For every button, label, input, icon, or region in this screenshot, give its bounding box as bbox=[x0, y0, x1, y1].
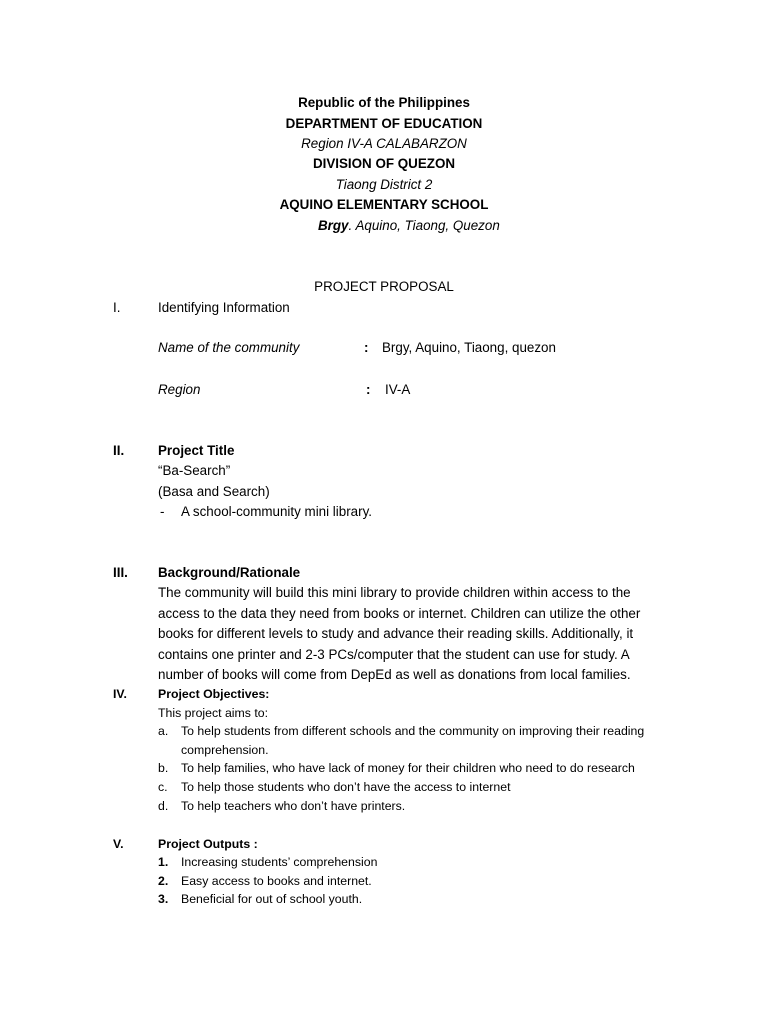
output-marker: 1. bbox=[158, 855, 169, 869]
rationale-line: The community will build this mini library to provide children within access to the bbox=[158, 585, 631, 600]
field-region-colon: : bbox=[366, 382, 371, 397]
header-school: AQUINO ELEMENTARY SCHOOL bbox=[279, 197, 489, 212]
objective-text: comprehension. bbox=[181, 743, 269, 757]
header-republic: Republic of the Philippines bbox=[298, 95, 470, 110]
output-text: Easy access to books and internet. bbox=[181, 874, 372, 888]
field-community-label: Name of the community bbox=[158, 340, 300, 355]
rationale-line: books for different levels to study and advance their reading skills. Additionally, it bbox=[158, 626, 634, 642]
rationale-paragraph bbox=[158, 583, 668, 686]
section2-heading: Project Title bbox=[158, 443, 235, 458]
output-marker: 2. bbox=[158, 874, 169, 888]
objective-text: To help students from different schools and the community on improving their reading bbox=[181, 724, 645, 738]
field-region-label: Region bbox=[158, 382, 201, 397]
rationale-line: contains one printer and 2-3 PCs/computer that the student can use for study. A bbox=[158, 646, 630, 662]
section1-heading: Identifying Information bbox=[158, 300, 290, 315]
header-division: DIVISION OF QUEZON bbox=[312, 156, 456, 171]
objective-marker: d. bbox=[158, 799, 169, 813]
document-title: PROJECT PROPOSAL bbox=[314, 279, 454, 294]
address-bold: Brgy bbox=[318, 218, 349, 233]
rationale-line: number of books will come from DepEd as well as donations from local families. bbox=[158, 667, 631, 683]
address-rest: . Aquino, Tiaong, Quezon bbox=[348, 218, 500, 233]
project-title-subtitle: (Basa and Search) bbox=[158, 484, 270, 499]
objective-marker: c. bbox=[158, 780, 168, 794]
objective-marker: a. bbox=[158, 724, 169, 738]
objectives-intro: This project aims to: bbox=[158, 706, 269, 720]
header-district: Tiaong District 2 bbox=[335, 177, 433, 192]
objective-marker: b. bbox=[158, 761, 169, 775]
section2-numeral: II. bbox=[113, 443, 125, 458]
output-text: Increasing students’ comprehension bbox=[181, 855, 378, 869]
bullet-text: A school-community mini library. bbox=[181, 504, 372, 519]
field-community-value: Brgy, Aquino, Tiaong, quezon bbox=[382, 340, 556, 355]
bullet-dash: - bbox=[160, 504, 165, 519]
section4-heading: Project Objectives: bbox=[158, 687, 270, 701]
section3-heading: Background/Rationale bbox=[158, 565, 301, 580]
field-community-colon: : bbox=[364, 340, 369, 355]
section4-numeral: IV. bbox=[113, 687, 127, 701]
rationale-line: access to the data they need from books or internet. Children can utilize the other bbox=[158, 605, 641, 621]
section5-numeral: V. bbox=[113, 837, 124, 851]
field-region-value: IV-A bbox=[385, 382, 411, 397]
objective-text: To help teachers who don’t have printers. bbox=[181, 799, 406, 813]
section3-numeral: III. bbox=[113, 565, 128, 580]
project-title-name: “Ba-Search” bbox=[158, 463, 231, 478]
section1-numeral: I. bbox=[113, 300, 121, 315]
output-text: Beneficial for out of school youth. bbox=[181, 892, 363, 906]
objective-text: To help those students who don’t have the access to internet bbox=[181, 780, 511, 794]
header-address bbox=[318, 218, 500, 233]
header-department: DEPARTMENT OF EDUCATION bbox=[285, 116, 483, 131]
section5-heading: Project Outputs : bbox=[158, 837, 258, 851]
objective-text: To help families, who have lack of money for their children who need to do research bbox=[181, 761, 635, 775]
output-marker: 3. bbox=[158, 892, 169, 906]
header-region: Region IV-A CALABARZON bbox=[301, 136, 467, 151]
